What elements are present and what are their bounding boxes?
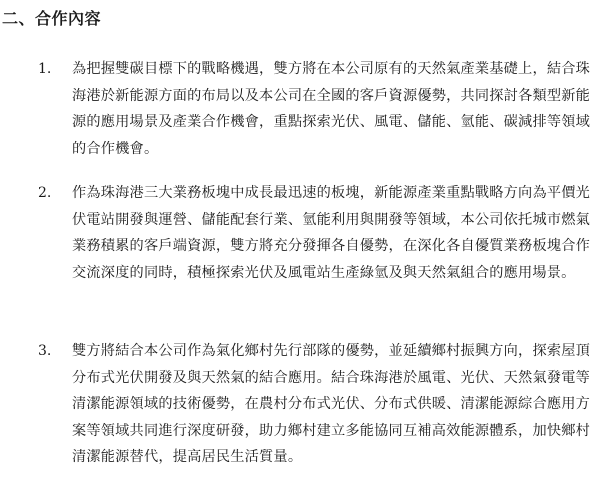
section-title: 二、合作內容 xyxy=(2,9,102,28)
item-number: 2. xyxy=(38,185,52,201)
item-paragraph: 為把握雙碳目標下的戰略機遇，雙方將在本公司原有的天然氣產業基礎上，結合珠海港於新能源方面的布局以及本公司在全國的客戶資源優勢，共同探討各類型新能源的應用場景及產業合作機會，重點探索光伏、風電、儲能、氫能、碳減排等領域的合作機會。 xyxy=(72,61,590,157)
item-paragraph: 雙方將結合本公司作為氣化鄉村先行部隊的優勢，並延續鄉村振興方向，探索屋頂分布式光伏開發及與天然氣的結合應用。結合珠海港於風電、光伏、天然氣發電等清潔能源領域的技術優勢，在農村分布式光伏、分布式供暖、清潔能源綜合應用方案等領域共同進行深度研發，助力鄉村建立多能協同互補高效能源體系，加快鄉村清潔能源替代，提高居民生活質量。 xyxy=(72,343,590,465)
item-number: 3. xyxy=(38,343,52,359)
item-number: 1. xyxy=(38,61,52,77)
item-paragraph: 作為珠海港三大業務板塊中成長最迅速的板塊，新能源產業重點戰略方向為平價光伏電站開發與運營、儲能配套行業、氫能利用與開發等領域，本公司依托城市燃氣業務積累的客戶端資源，雙方將充分發揮各自優勢，在深化各自優質業務板塊合作交流深度的同時，積極探索光伏及風電站生產綠氫及與天然氣組合的應用場景。 xyxy=(72,185,590,281)
